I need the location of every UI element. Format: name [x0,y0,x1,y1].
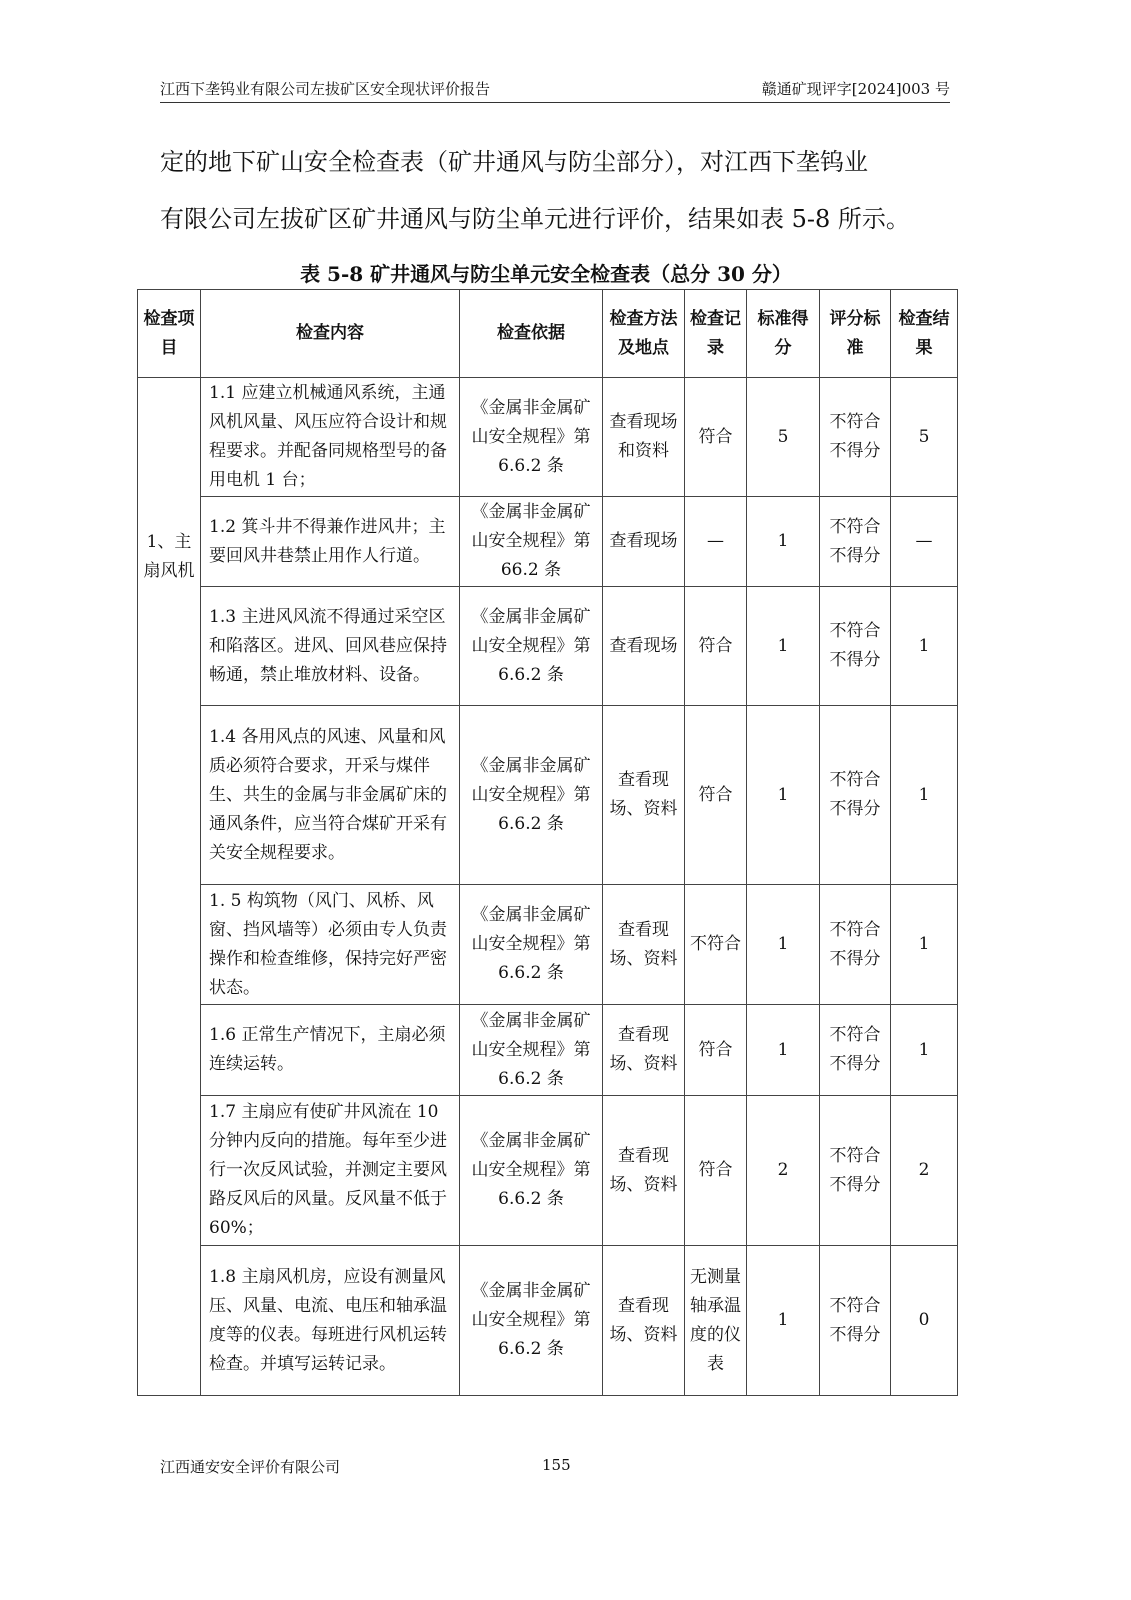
cell-result: 5 [891,378,958,497]
cell-content: 1.3 主进风风流不得通过采空区和陷落区。进风、回风巷应保持畅通，禁止堆放材料、设备。 [201,587,460,706]
cell-std-score: 1 [747,706,820,885]
cell-std-score: 1 [747,1005,820,1096]
cell-content: 1.7 主扇应有使矿井风流在 10 分钟内反向的措施。每年至少进行一次反风试验，并测定主要风路反风后的风量。反风量不低于 60%； [201,1096,460,1246]
cell-content: 1.2 箕斗井不得兼作进风井；主要回风井巷禁止用作人行道。 [201,497,460,587]
cell-result: 1 [891,885,958,1005]
col-header-record: 检查记录 [685,290,747,378]
cell-content: 1.6 正常生产情况下，主扇必须连续运转。 [201,1005,460,1096]
cell-method: 查看现场、资料 [603,1005,685,1096]
cell-criteria: 不符合不得分 [820,885,891,1005]
table-caption: 表 5-8 矿井通风与防尘单元安全检查表（总分 30 分） [300,262,792,286]
cell-std-score: 1 [747,497,820,587]
cell-record: 无测量轴承温度的仪表 [685,1246,747,1396]
col-header-criteria: 评分标准 [820,290,891,378]
cell-method: 查看现场、资料 [603,1096,685,1246]
table-row [138,587,958,706]
cell-method: 查看现场 [603,587,685,706]
cell-criteria: 不符合不得分 [820,1096,891,1246]
cell-content: 1.4 各用风点的风速、风量和风质必须符合要求，开采与煤伴生、共生的金属与非金属矿床的通风条件，应当符合煤矿开采有关安全规程要求。 [201,706,460,885]
cell-std-score: 5 [747,378,820,497]
cell-result: 2 [891,1096,958,1246]
cell-record: 符合 [685,378,747,497]
cell-result: — [891,497,958,587]
table-row [138,885,958,1005]
inspection-table [137,289,958,1396]
cell-basis: 《金属非金属矿山安全规程》第 6.6.2 条 [460,706,603,885]
cell-record: 符合 [685,1096,747,1246]
cell-std-score: 1 [747,1246,820,1396]
cell-result: 1 [891,706,958,885]
cell-basis: 《金属非金属矿山安全规程》第 6.6.2 条 [460,587,603,706]
cell-criteria: 不符合不得分 [820,706,891,885]
table-row [138,497,958,587]
header-report-title: 江西下垄钨业有限公司左拔矿区安全现状评价报告 [160,80,491,98]
cell-basis: 《金属非金属矿山安全规程》第 6.6.2 条 [460,1096,603,1246]
col-header-method: 检查方法及地点 [603,290,685,378]
cell-content: 1.1 应建立机械通风系统，主通风机风量、风压应符合设计和规程要求。并配备同规格型号的备用电机 1 台； [201,378,460,497]
cell-criteria: 不符合不得分 [820,378,891,497]
footer-company: 江西通安安全评价有限公司 [160,1458,341,1476]
cell-method: 查看现场、资料 [603,885,685,1005]
col-header-item: 检查项目 [138,290,201,378]
cell-method: 查看现场、资料 [603,1246,685,1396]
cell-basis: 《金属非金属矿山安全规程》第 6.6.2 条 [460,1005,603,1096]
body-line: 定的地下矿山安全检查表（矿井通风与防尘部分），对江西下垄钨业 [160,148,868,176]
page-header [160,74,950,103]
table-row [138,706,958,885]
table-header-row [138,290,958,378]
cell-std-score: 1 [747,587,820,706]
table-row [138,1246,958,1396]
col-header-content: 检查内容 [201,290,460,378]
cell-basis: 《金属非金属矿山安全规程》第 6.6.2 条 [460,378,603,497]
cell-criteria: 不符合不得分 [820,1005,891,1096]
cell-result: 1 [891,1005,958,1096]
body-paragraph [160,134,960,248]
table-row [138,1096,958,1246]
cell-std-score: 2 [747,1096,820,1246]
cell-record: 符合 [685,587,747,706]
cell-basis: 《金属非金属矿山安全规程》第 6.6.2 条 [460,885,603,1005]
cell-result: 1 [891,587,958,706]
cell-method: 查看现场 [603,497,685,587]
col-header-basis: 检查依据 [460,290,603,378]
cell-record: — [685,497,747,587]
col-header-std-score: 标准得分 [747,290,820,378]
cell-basis: 《金属非金属矿山安全规程》第 66.2 条 [460,497,603,587]
cell-content: 1.8 主扇风机房，应设有测量风压、风量、电流、电压和轴承温度等的仪表。每班进行风机运转检查。并填写运转记录。 [201,1246,460,1396]
cell-criteria: 不符合不得分 [820,497,891,587]
cell-criteria: 不符合不得分 [820,1246,891,1396]
cell-record: 符合 [685,706,747,885]
cell-basis: 《金属非金属矿山安全规程》第 6.6.2 条 [460,1246,603,1396]
col-header-result: 检查结果 [891,290,958,378]
cell-method: 查看现场和资料 [603,378,685,497]
table-row [138,378,958,497]
cell-result: 0 [891,1246,958,1396]
page-number: 155 [542,1456,571,1474]
cell-criteria: 不符合不得分 [820,587,891,706]
cell-content: 1. 5 构筑物（风门、风桥、风窗、挡风墙等）必须由专人负责操作和检查维修，保持完好严密状态。 [201,885,460,1005]
header-report-number: 赣通矿现评字[2024]003 号 [761,80,950,98]
group-label: 1、主扇风机 [138,378,201,1396]
cell-record: 不符合 [685,885,747,1005]
cell-record: 符合 [685,1005,747,1096]
body-line: 有限公司左拔矿区矿井通风与防尘单元进行评价，结果如表 5-8 所示。 [160,205,910,233]
cell-method: 查看现场、资料 [603,706,685,885]
cell-std-score: 1 [747,885,820,1005]
table-row [138,1005,958,1096]
